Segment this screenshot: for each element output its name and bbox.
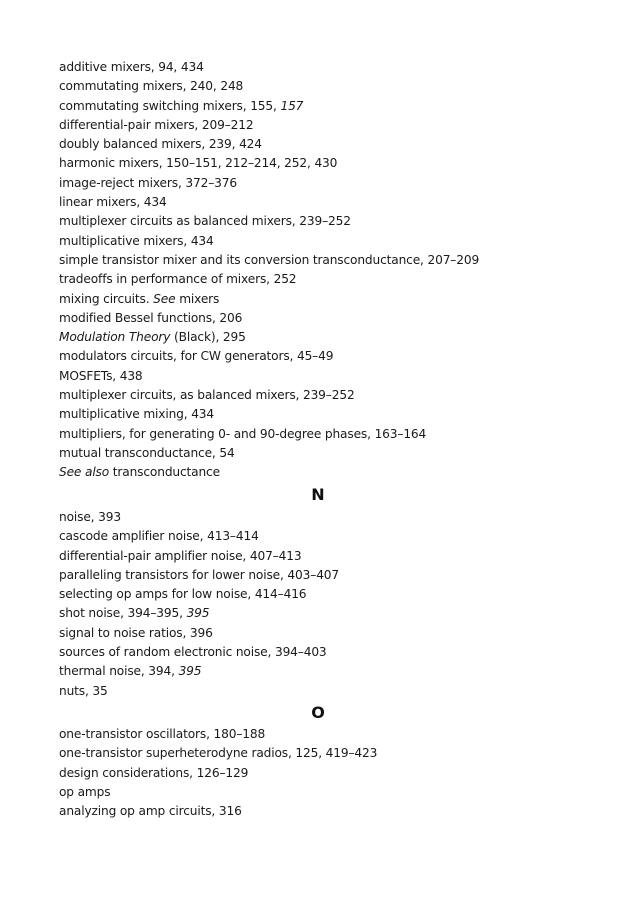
index-entry: [59, 508, 339, 527]
index-entry-text: multiplexer circuits as balanced mixers, 239–252: [59, 214, 351, 229]
index-entry: [59, 585, 339, 604]
section-heading-n: N: [311, 485, 325, 504]
index-entry: [59, 463, 479, 482]
section-heading-o: O: [311, 703, 325, 722]
index-entry-text: mixing circuits.: [59, 291, 154, 306]
index-entry-italic-text: 395: [186, 606, 210, 621]
index-entry: [59, 97, 479, 116]
index-entry-text: op amps: [59, 784, 111, 799]
index-entry-text: differential-pair mixers, 209–212: [59, 117, 254, 132]
section-m-entries: [59, 58, 479, 483]
index-entry: [59, 58, 479, 77]
index-entry: [59, 309, 479, 328]
index-entry: [59, 386, 479, 405]
index-entry: [59, 77, 479, 96]
index-entry-text: differential-pair amplifier noise, 407–413: [59, 548, 302, 563]
index-entry-text: nuts, 35: [59, 683, 108, 698]
index-entry: [59, 764, 377, 783]
index-entry: [59, 270, 479, 289]
index-entry-italic-text: 395: [178, 664, 202, 679]
index-entry-text: image-reject mixers, 372–376: [59, 175, 237, 190]
index-entry: [59, 290, 479, 309]
index-entry: [59, 212, 479, 231]
index-entry: [59, 328, 479, 347]
index-entry: [59, 624, 339, 643]
index-entry-text: multiplicative mixing, 434: [59, 407, 215, 422]
index-entry-text: one-transistor oscillators, 180–188: [59, 727, 266, 741]
index-entry: [59, 547, 339, 566]
index-entry-text: noise, 393: [59, 510, 121, 524]
index-entry-text: modulators circuits, for CW generators, 45–49: [59, 349, 334, 364]
index-entry-text: selecting op amps for low noise, 414–416: [59, 587, 307, 602]
index-entry: [59, 802, 377, 821]
index-entry: [59, 444, 479, 463]
index-entry-text: (Black), 295: [170, 330, 246, 345]
index-entry-text: signal to noise ratios, 396: [59, 625, 213, 640]
index-entry: [59, 662, 339, 681]
index-entry: [59, 193, 479, 212]
index-entry: [59, 154, 479, 173]
index-entry: [59, 367, 479, 386]
index-entry-text: doubly balanced mixers, 239, 424: [59, 137, 262, 152]
index-entry-text: shot noise, 394–395,: [59, 606, 187, 621]
index-entry-text: harmonic mixers, 150–151, 212–214, 252, 430: [59, 156, 338, 171]
index-entry-text: multipliers, for generating 0- and 90-degree phases, 163–164: [59, 426, 427, 441]
index-entry-text: tradeoffs in performance of mixers, 252: [59, 272, 297, 287]
index-entry-text: MOSFETs, 438: [59, 368, 143, 383]
index-entry-text: analyzing op amp circuits, 316: [59, 804, 242, 819]
section-o-entries: [59, 725, 377, 821]
index-entry: [59, 566, 339, 585]
index-entry-text: simple transistor mixer and its conversion transconductance, 207–209: [59, 252, 480, 267]
index-entry-text: additive mixers, 94, 434: [59, 60, 204, 74]
index-entry-text: transconductance: [109, 465, 220, 480]
index-entry: [59, 682, 339, 701]
index-entry-text: cascode amplifier noise, 413–414: [59, 529, 259, 544]
index-entry: [59, 725, 377, 744]
index-entry: [59, 232, 479, 251]
index-entry: [59, 783, 377, 802]
index-entry: [59, 251, 479, 270]
section-n-entries: [59, 508, 339, 701]
index-entry-italic-text: See also: [59, 465, 110, 480]
index-entry: [59, 116, 479, 135]
index-entry: [59, 527, 339, 546]
index-entry-text: linear mixers, 434: [59, 195, 167, 210]
index-entry: [59, 643, 339, 662]
index-entry: [59, 135, 479, 154]
index-entry-text: paralleling transistors for lower noise, 403–407: [59, 567, 340, 582]
index-entry: [59, 347, 479, 366]
index-entry-text: sources of random electronic noise, 394–403: [59, 645, 327, 660]
index-entry-italic-text: 157: [280, 98, 304, 113]
index-entry-text: commutating mixers, 240, 248: [59, 79, 244, 94]
index-entry-text: multiplexer circuits, as balanced mixers, 239–252: [59, 388, 355, 403]
index-entry-text: mutual transconductance, 54: [59, 445, 235, 460]
index-entry-text: thermal noise, 394,: [59, 664, 179, 679]
index-entry: [59, 174, 479, 193]
index-entry: [59, 604, 339, 623]
index-entry-text: modified Bessel functions, 206: [59, 310, 243, 325]
index-entry-text: multiplicative mixers, 434: [59, 233, 214, 248]
index-entry: [59, 744, 377, 763]
index-entry-italic-text: Modulation Theory: [59, 330, 171, 345]
index-entry-text: one-transistor superheterodyne radios, 125, 419–423: [59, 746, 378, 761]
index-entry-text: design considerations, 126–129: [59, 765, 249, 780]
index-entry-text: commutating switching mixers, 155,: [59, 98, 281, 113]
index-entry: [59, 425, 479, 444]
index-entry-italic-text: See: [153, 291, 176, 306]
index-entry: [59, 405, 479, 424]
index-entry-text: mixers: [175, 291, 220, 306]
